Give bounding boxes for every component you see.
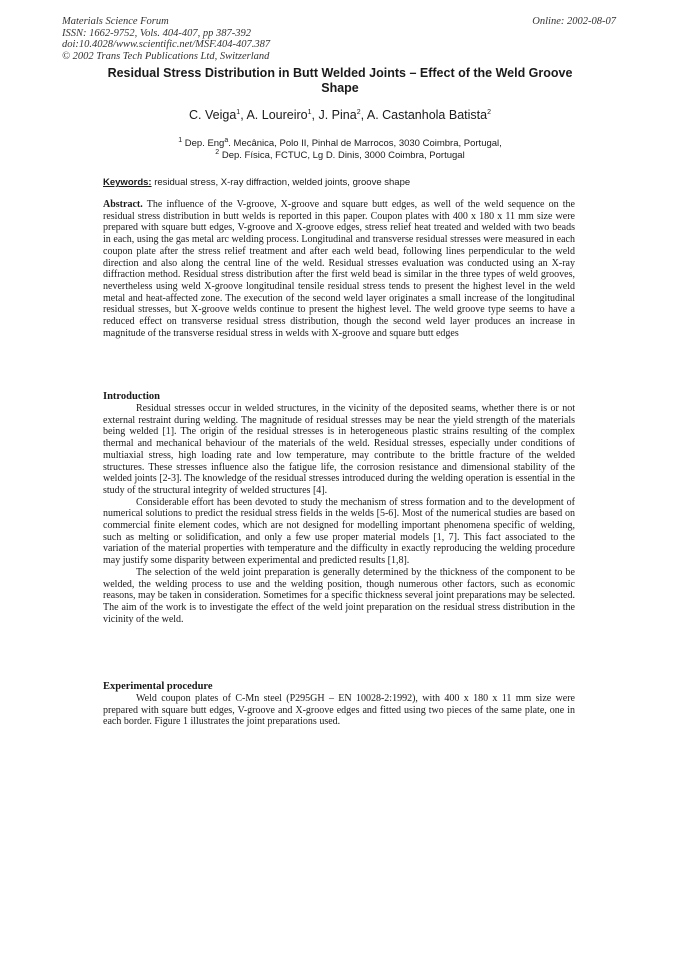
abstract-text: The influence of the V-groove, X-groove and square butt edges, as well of the weld sequence on the residual stress distribution in butt welds is reported in this paper. Coupon plates with 400 x 180 x 11 mm size were prepared with square butt edges, V-groove and X-groove edges, stress relief heat treated and welded with two beads in each, using the gas metal arc welding process. Longitudinal and transverse residual stresses were measured in each coupon plate after the stress relief treatment and after each weld bead, following lines perpendicular to the weld direction and also along the central line of the weld. Residual stresses evaluation was conducted using an X-ray diffraction method. Residual stress distribution after the first weld bead is similar in the three types of weld grooves, nevertheless using weld X-groove longitudinal tensile residual stress tends to present the highest level in the weld metal and heat-affected zone. The execution of the second weld layer originates a small increase of the longitudinal residual stresses, but X-groove welds continue to present the highest level. The weld groove type seems to have a reduced effect on transverse residual stress distribution, though the second weld layer produces an increase in magnitude of the transverse residual stress in welds with X-groove and square butt edges <box>103 199 575 339</box>
paragraph: Weld coupon plates of C-Mn steel (P295GH – EN 10028-2:1992), with 400 x 180 x 11 mm size were prepared with square butt edges, V-groove and X-groove edges and fitted using two pieces of the same plate, one in each border. Figure 1 illustrates the joint preparations used. <box>103 693 575 728</box>
keywords-label: Keywords: <box>103 177 152 188</box>
author-name: A. Castanhola Batista <box>366 108 488 122</box>
paragraph: The selection of the weld joint preparation is generally determined by the thickness of the component to be welded, the welding process to use and the welding position, though numerous other factors, such as economic reasons, may be taken in consideration. Sometimes for a specific thickness several joint preparations may be selected. The aim of the work is to investigate the effect of the weld joint preparation on the residual stress distribution in the vicinity of the weld. <box>103 566 575 625</box>
author-list: C. Veiga$^1$, A. Loureiro$^1$, J. Pina$^2$, A. Castanhola Batista$^2$ <box>189 108 491 122</box>
author-name: A. Loureiro <box>246 108 308 122</box>
author-affiliation-mark: 1 <box>236 108 241 116</box>
affiliation-dept: Dep. Eng <box>184 138 225 149</box>
experimental-heading: Experimental procedure <box>103 681 213 692</box>
paragraph: Residual stresses occur in welded structures, in the vicinity of the deposited seams, whether there is or not external restraint during welding. The magnitude of residual stresses may be near the yield strength of the materials being welded [1]. The origin of the residual stresses is in heterogeneous plastic strains resulting of the complex thermal and mechanical behaviour of the materials of the weld. Residual stresses, especially under conditions of multiaxial stress, high loading rate and low temperature, may contribute to the brittle fracture of the welded structures. These stresses influence also the fatigue life, the corrosion resistance and dimensional stability of the welded joints [2-3]. The knowledge of the residual stresses introduced during the welding operation is essential in the study of the structural integrity of welded structures [4]. <box>103 403 575 496</box>
issn: ISSN: 1662-9752, Vols. 404-407, pp 387-392 <box>62 27 251 39</box>
introduction-heading: Introduction <box>103 391 160 402</box>
affiliation-2 <box>80 150 600 162</box>
keywords-text: residual stress, X-ray diffraction, welded joints, groove shape <box>154 177 411 188</box>
author-affiliation-mark: 2 <box>356 108 361 116</box>
doi: doi:10.4028/www.scientific.net/MSF.404-407.387 <box>62 39 271 50</box>
affiliation-text: . Mecânica, Polo II, Pinhal de Marrocos, 3030 Coimbra, Portugal, <box>228 138 502 149</box>
paper-title: Residual Stress Distribution in Butt Welded Joints – Effect of the Weld Groove Shape <box>107 66 573 95</box>
journal-name: Materials Science Forum <box>62 16 169 27</box>
journal-header <box>62 16 270 62</box>
introduction-body <box>103 403 575 625</box>
affiliation-1 <box>80 138 600 150</box>
author-affiliation-mark: 2 <box>487 108 491 116</box>
author-affiliation-mark: 1 <box>307 108 312 116</box>
affiliation-sup: a <box>224 136 229 144</box>
keywords <box>103 177 410 188</box>
paragraph: Considerable effort has been devoted to study the mechanism of stress formation and to the development of numerical solutions to predict the residual stress fields in the welds [5-6]. Most of the numerical studies are based on commercial finite element codes, which are not designed for modelling important phenomena specific of welding, such as melting or solidification, and only a few use proper material models [1, 7]. This fact associated to the variation of the material properties with temperature and the difficulty in exactly reproducing the welding procedure may justify some disparity between experimental and predicted results [1,8]. <box>103 496 575 567</box>
experimental-body <box>103 693 575 728</box>
affiliation-mark: 1 <box>178 136 183 144</box>
abstract-label: Abstract. <box>103 199 143 210</box>
affiliations <box>80 138 600 162</box>
affiliation-text: Dep. Física, FCTUC, Lg D. Dinis, 3000 Coimbra, Portugal <box>221 150 465 161</box>
author-name: C. Veiga <box>189 108 237 122</box>
author-name: J. Pina <box>318 108 357 122</box>
abstract <box>103 199 575 339</box>
online-date: Online: 2002-08-07 <box>532 16 616 27</box>
affiliation-mark: 2 <box>215 148 220 156</box>
copyright: © 2002 Trans Tech Publications Ltd, Switzerland <box>62 50 270 62</box>
